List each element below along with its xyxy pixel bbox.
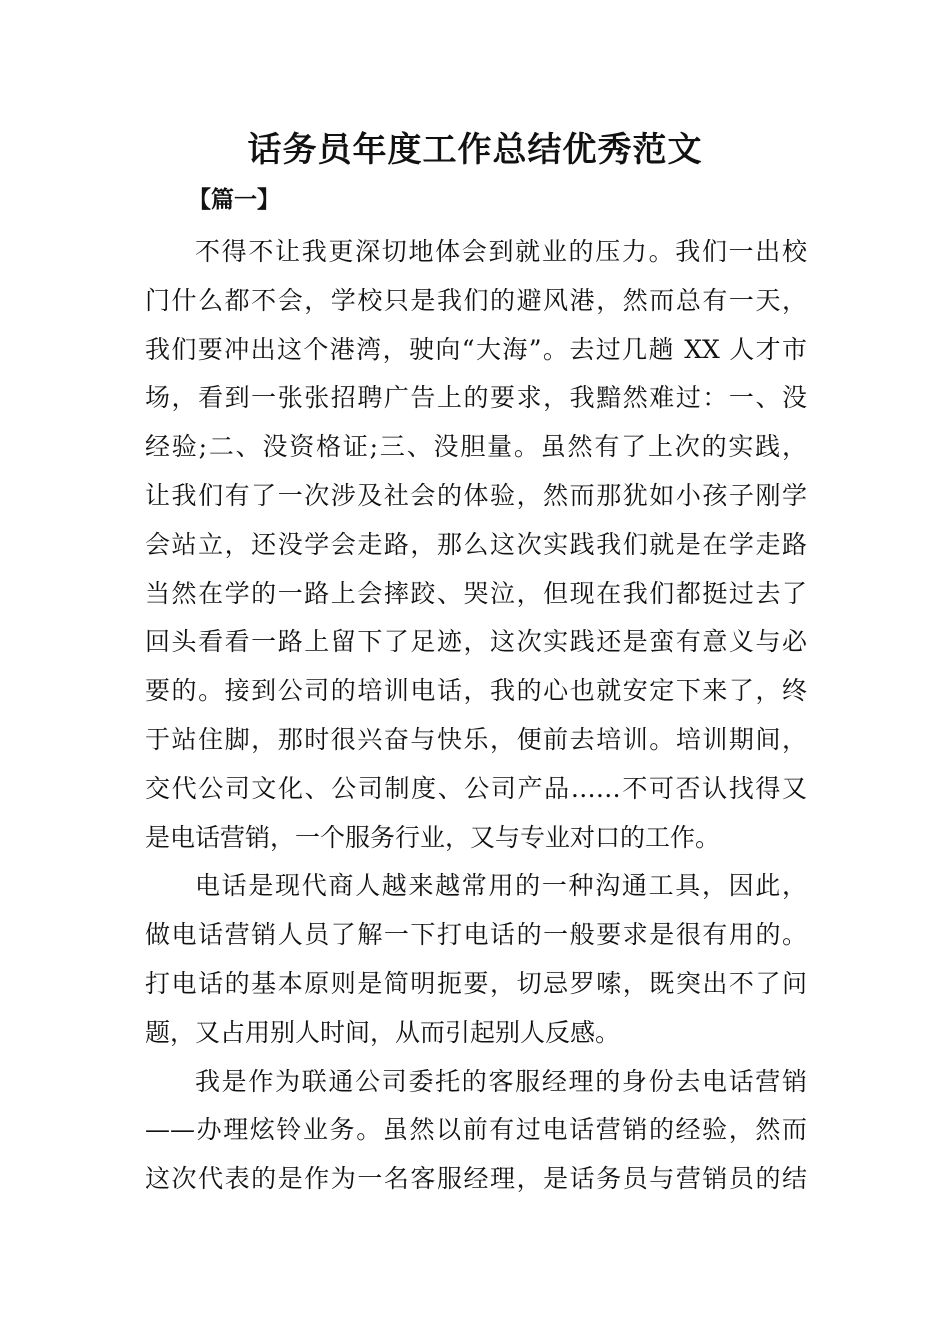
paragraph-1 — [145, 228, 807, 862]
paragraph-line: ——办理炫铃业务。虽然以前有过电话营销的经验，然而 — [145, 1115, 807, 1145]
paragraph-line: 电话是现代商人越来越常用的一种沟通工具，因此， — [195, 871, 807, 901]
paragraph-2 — [145, 862, 807, 1057]
paragraph-3 — [145, 1058, 807, 1204]
paragraph-line: 打电话的基本原则是简明扼要，切忌罗嗦，既突出不了问 — [145, 968, 807, 998]
paragraph-line: 这次代表的是作为一名客服经理，是话务员与营销员的结 — [145, 1164, 807, 1194]
section-heading: 【篇一】 — [188, 186, 280, 213]
paragraph-line: 我们要冲出这个港湾，驶向“大海”。去过几趟 XX 人才市 — [145, 334, 807, 364]
paragraph-line: 不得不让我更深切地体会到就业的压力。我们一出校 — [195, 237, 807, 266]
paragraph-line: 当然在学的一路上会摔跤、哭泣，但现在我们都挺过去了 — [145, 578, 807, 608]
paragraph-line: 于站住脚，那时很兴奋与快乐，便前去培训。培训期间， — [145, 724, 807, 754]
paragraph-line: 做电话营销人员了解一下打电话的一般要求是很有用的。 — [145, 920, 807, 950]
paragraph-line: 门什么都不会，学校只是我们的避风港，然而总有一天， — [145, 285, 807, 315]
paragraph-line: 是电话营销，一个服务行业，又与专业对口的工作。 — [145, 822, 721, 852]
paragraph-line: 场，看到一张张招聘广告上的要求，我黯然难过：一、没 — [145, 383, 807, 413]
paragraph-line: 让我们有了一次涉及社会的体验，然而那犹如小孩子刚学 — [145, 480, 807, 510]
paragraph-line: 会站立，还没学会走路，那么这次实践我们就是在学走路 — [145, 529, 807, 559]
paragraph-line: 题，又占用别人时间，从而引起别人反感。 — [145, 1017, 621, 1047]
paragraph-line: 我是作为联通公司委托的客服经理的身份去电话营销 — [195, 1066, 807, 1096]
paragraph-line: 经验;二、没资格证;三、没胆量。虽然有了上次的实践， — [145, 432, 807, 462]
paragraph-line: 要的。接到公司的培训电话，我的心也就安定下来了，终 — [145, 676, 807, 706]
paragraph-line: 交代公司文化、公司制度、公司产品……不可否认找得又 — [145, 773, 807, 803]
paragraph-line: 回头看看一路上留下了足迹，这次实践还是蛮有意义与必 — [145, 627, 807, 657]
document-body — [145, 228, 807, 1204]
document-title: 话务员年度工作总结优秀范文 — [247, 130, 703, 170]
